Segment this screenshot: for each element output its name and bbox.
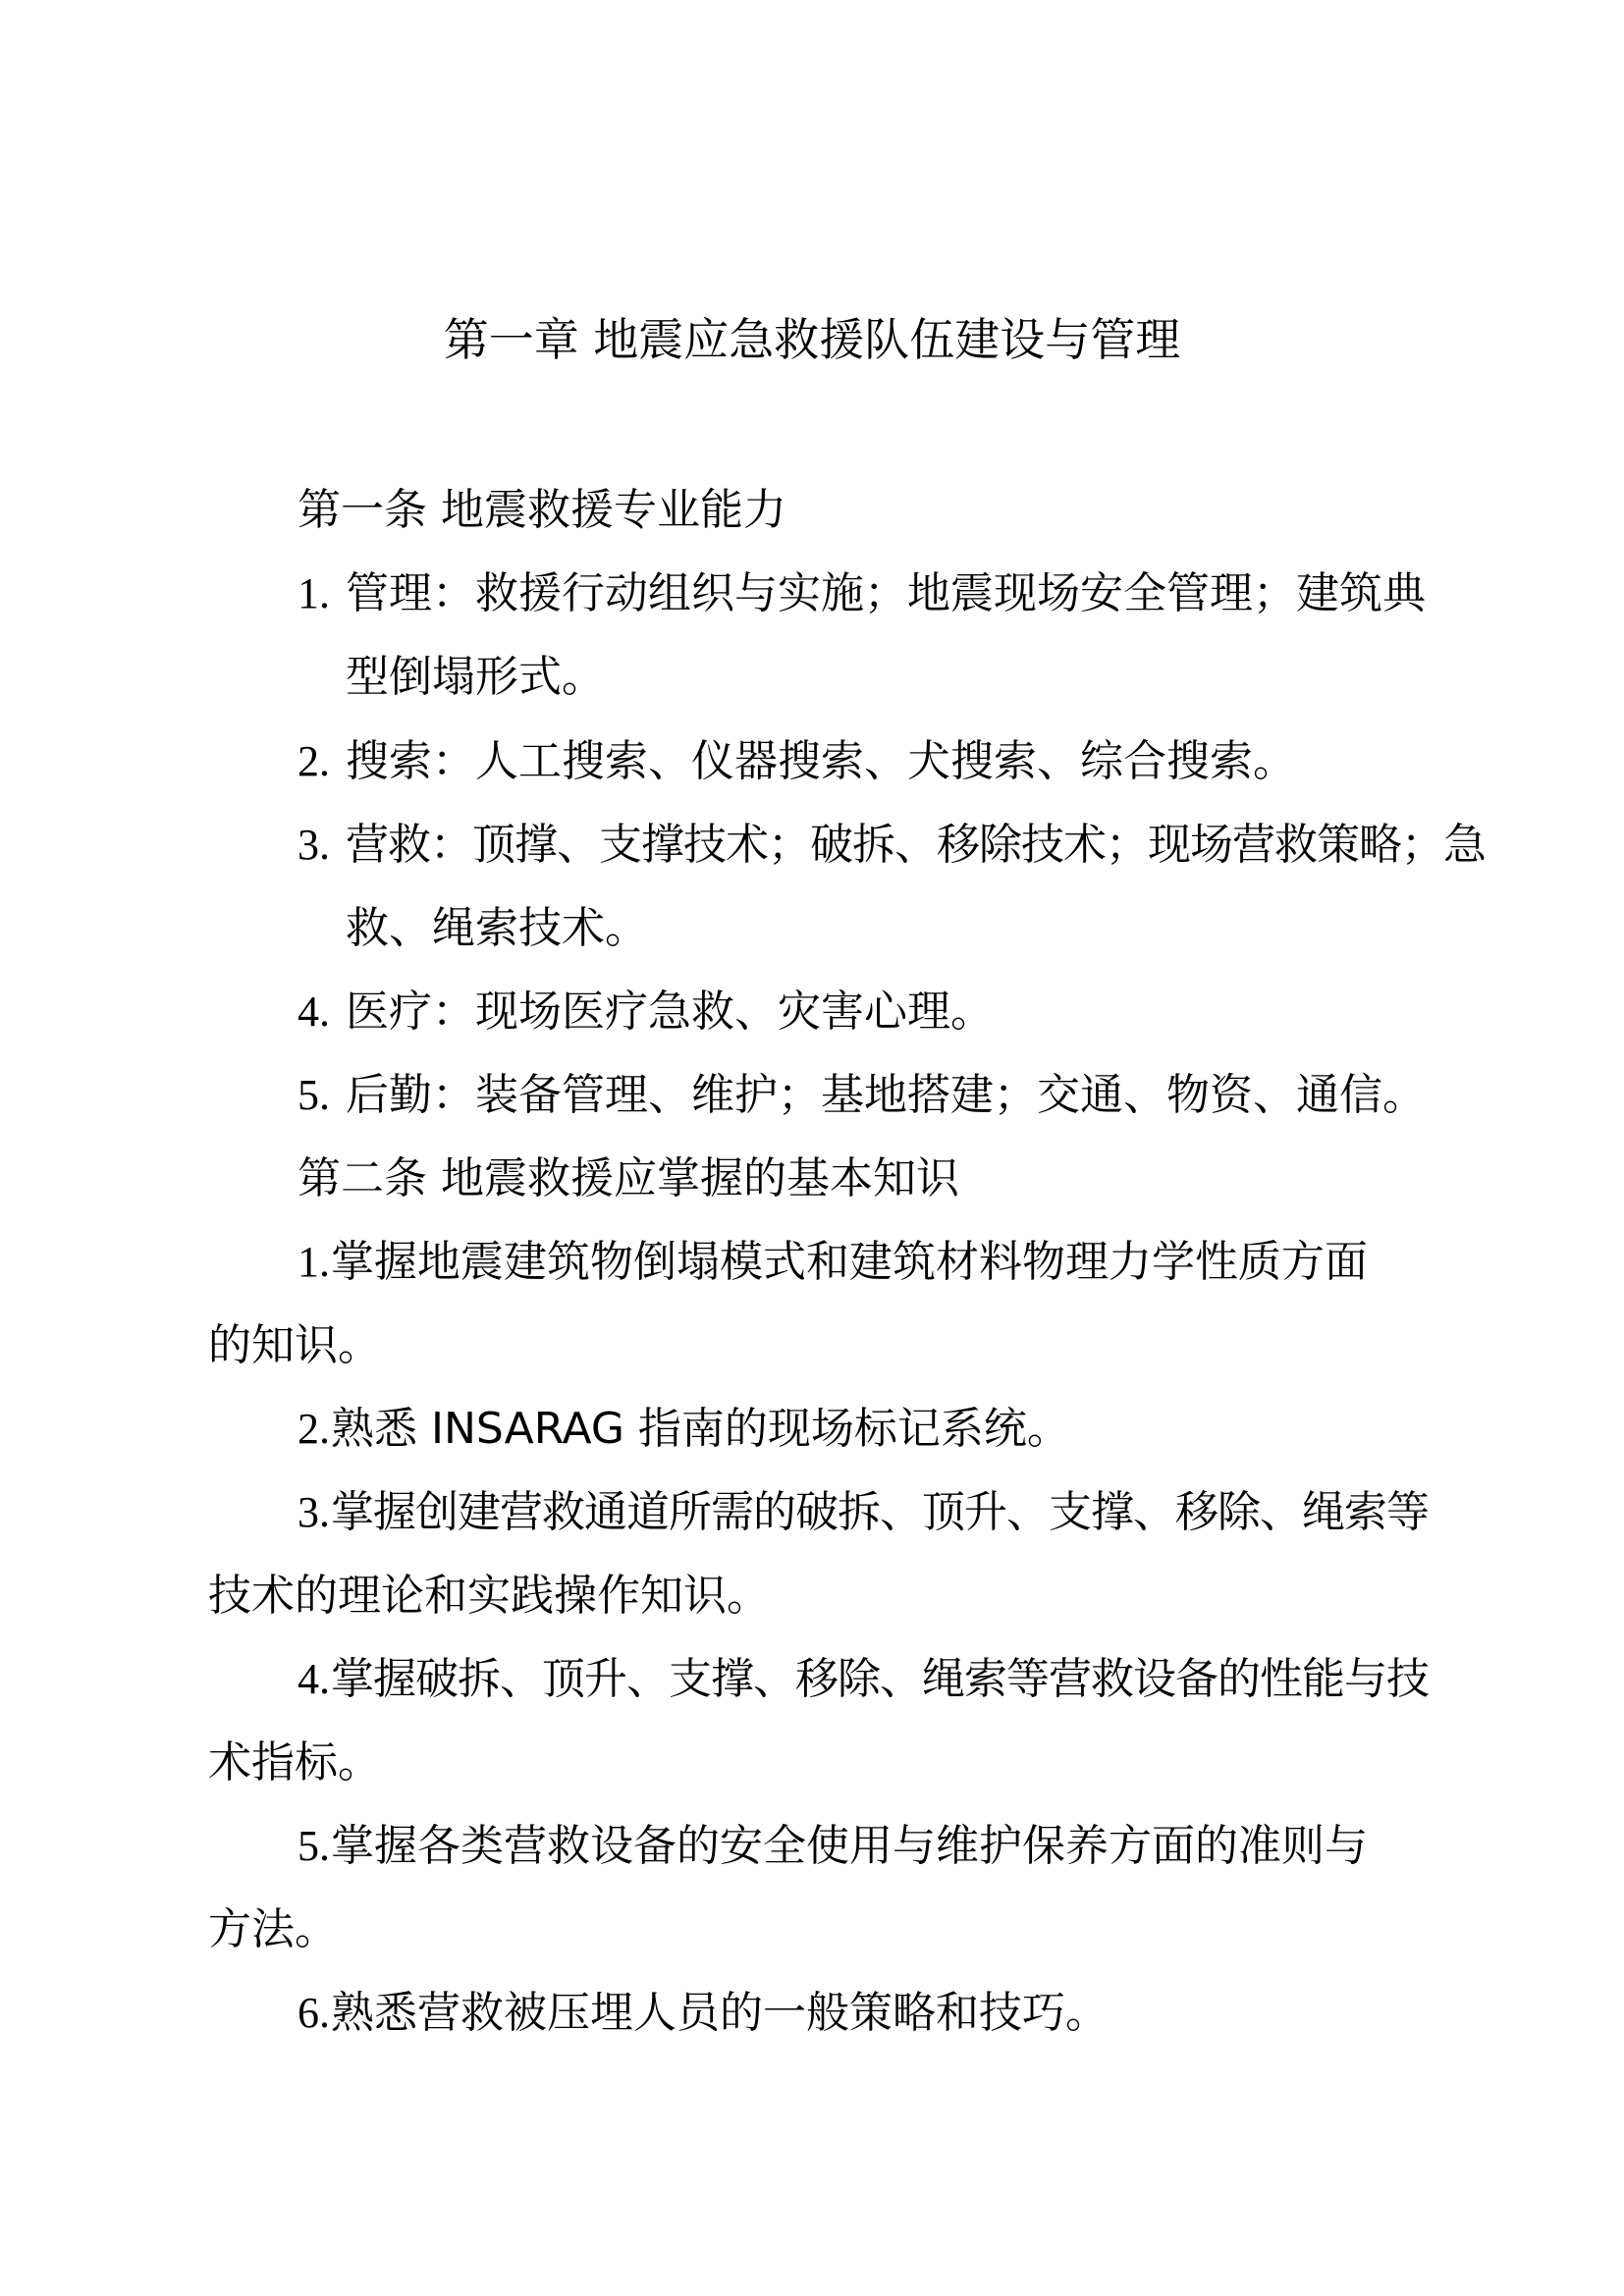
chapter-title: 第一章 地震应急救援队伍建设与管理: [443, 313, 1181, 366]
paragraph-text-continued: 的知识。: [208, 1320, 381, 1370]
paragraph-text: 掌握各类营救设备的安全使用与维护保养方面的准则与: [331, 1821, 1368, 1871]
list-number: 5.: [298, 1071, 330, 1119]
paragraph-text-continued: 技术的理论和实践操作知识。: [208, 1571, 770, 1621]
paragraph-number: 4.: [298, 1655, 330, 1703]
paragraph-text-continued: 方法。: [208, 1904, 338, 1954]
paragraph-number: 2.: [298, 1405, 330, 1453]
list-text: 搜索：人工搜索、仪器搜索、犬搜索、综合搜索。: [346, 736, 1296, 786]
list-number: 4.: [298, 988, 330, 1036]
list-text: 营救：顶撑、支撑技术；破拆、移除技术；现场营救策略；急: [346, 820, 1486, 870]
paragraph-text: 熟悉营救被压埋人员的一般策略和技巧。: [331, 1988, 1109, 2038]
list-number: 1.: [298, 569, 330, 617]
list-text: 管理：救援行动组织与实施；地震现场安全管理；建筑典: [346, 568, 1426, 618]
paragraph-number: 3.: [298, 1488, 330, 1536]
paragraph-text: 掌握创建营救通道所需的破拆、顶升、支撑、移除、绳索等: [331, 1487, 1429, 1537]
section-heading-2: 第二条 地震救援应掌握的基本知识: [298, 1153, 959, 1203]
section-heading-1: 第一条 地震救援专业能力: [298, 485, 786, 535]
paragraph-text: 熟悉 INSARAG 指南的现场标记系统。: [331, 1404, 1070, 1454]
list-text: 后勤：装备管理、维护；基地搭建；交通、物资、通信。: [346, 1070, 1426, 1120]
list-text-continued: 救、绳索技术。: [346, 903, 648, 953]
paragraph-text: 掌握地震建筑物倒塌模式和建筑材料物理力学性质方面: [331, 1237, 1368, 1287]
list-text-continued: 型倒塌形式。: [346, 652, 605, 702]
paragraph-number: 5.: [298, 1822, 330, 1870]
paragraph-number: 6.: [298, 1989, 330, 2037]
paragraph-number: 1.: [298, 1238, 330, 1286]
paragraph-text: 掌握破拆、顶升、支撑、移除、绳索等营救设备的性能与技: [331, 1654, 1429, 1704]
list-number: 3.: [298, 821, 330, 869]
paragraph-text-continued: 术指标。: [208, 1737, 381, 1788]
list-text: 医疗：现场医疗急救、灾害心理。: [346, 987, 994, 1037]
list-number: 2.: [298, 737, 330, 785]
